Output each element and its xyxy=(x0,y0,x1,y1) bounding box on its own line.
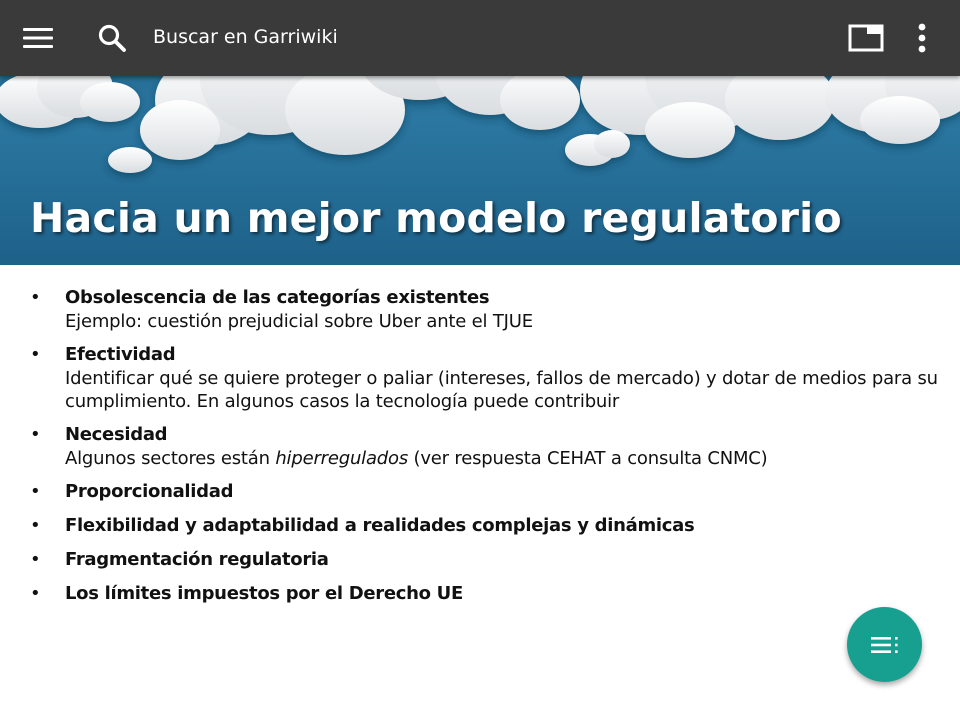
more-options-button[interactable] xyxy=(898,14,946,62)
bullet: • xyxy=(30,583,41,604)
list-item xyxy=(30,548,940,572)
menu-button[interactable] xyxy=(14,14,62,62)
item-heading: Efectividad xyxy=(65,344,176,365)
bullet: • xyxy=(30,287,41,308)
item-heading: Flexibilidad y adaptabilidad a realidades complejas y dinámicas xyxy=(65,515,695,536)
bullet: • xyxy=(30,481,41,502)
item-description xyxy=(65,447,940,470)
list-item xyxy=(30,423,940,470)
search-button[interactable] xyxy=(88,14,136,62)
list-item xyxy=(30,514,940,538)
bullet: • xyxy=(30,344,41,365)
search-input[interactable]: Buscar en Garriwiki xyxy=(153,26,338,48)
bullet: • xyxy=(30,515,41,536)
description-text: Algunos sectores están xyxy=(65,448,276,469)
bullet: • xyxy=(30,549,41,570)
table-of-contents-icon xyxy=(870,635,900,655)
slide-title: Hacia un mejor modelo regulatorio xyxy=(30,194,842,242)
description-italic: hiperregulados xyxy=(275,448,409,469)
table-of-contents-button[interactable] xyxy=(847,607,922,682)
description-text: (ver respuesta CEHAT a consulta CNMC) xyxy=(408,448,768,469)
item-description: Ejemplo: cuestión prejudicial sobre Uber ante el TJUE xyxy=(65,311,533,332)
item-heading: Los límites impuestos por el Derecho UE xyxy=(65,583,463,604)
more-vertical-icon xyxy=(917,23,927,53)
item-heading: Obsolescencia de las categorías existentes xyxy=(65,287,490,308)
list-item xyxy=(30,343,940,413)
tab-window-icon xyxy=(848,23,884,53)
item-heading: Proporcionalidad xyxy=(65,481,234,502)
bullet: • xyxy=(30,424,41,445)
item-description: Identificar qué se quiere proteger o paliar (intereses, fallos de mercado) y dotar de medios para su cumplimiento. En algunos casos la tecnología puede contribuir xyxy=(65,368,938,412)
search-icon xyxy=(97,23,127,53)
list-item xyxy=(30,480,940,504)
top-toolbar xyxy=(0,0,960,76)
tabs-button[interactable] xyxy=(842,14,890,62)
slide-content xyxy=(30,286,940,616)
item-heading: Fragmentación regulatoria xyxy=(65,549,329,570)
list-item xyxy=(30,582,940,606)
list-item xyxy=(30,286,940,333)
hamburger-menu-icon xyxy=(22,26,54,50)
item-heading: Necesidad xyxy=(65,424,168,445)
